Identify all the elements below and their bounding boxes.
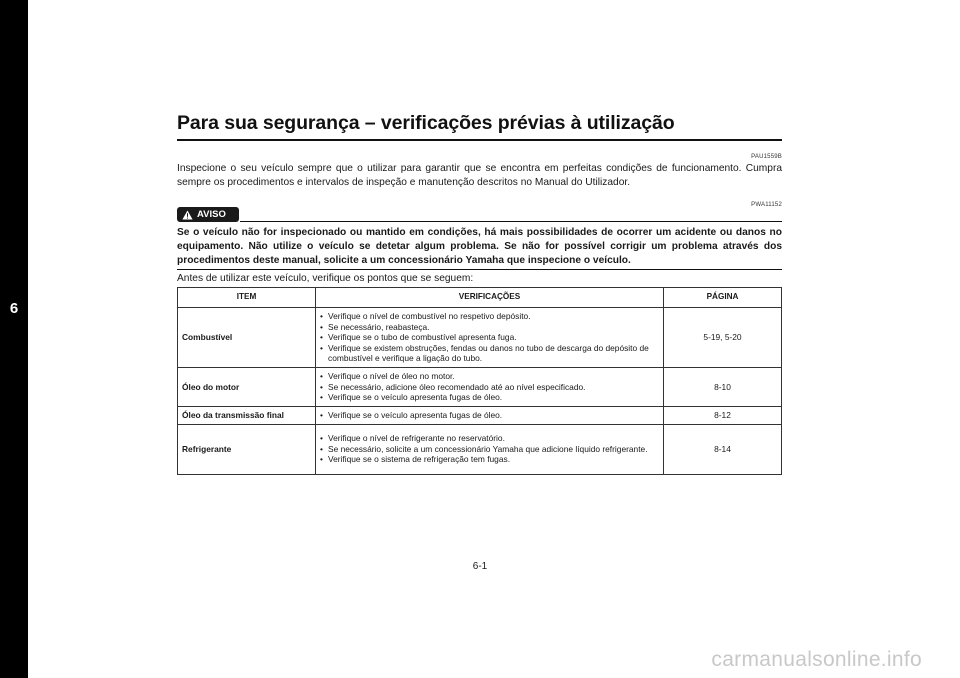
page-number: 6-1 [472,561,488,572]
checklist-lead: Antes de utilizar este veículo, verifique os pontos que se seguem: [177,273,474,284]
check-item: • Verifique se o tubo de combustível apresenta fuga. [320,332,659,343]
row-item: Refrigerante [178,424,316,474]
table-row [178,368,782,407]
warning-triangle-icon [182,210,193,220]
column-header-checks: VERIFICAÇÕES [316,288,664,308]
table-row [178,308,782,368]
check-item: • Verifique o nível de refrigerante no reservatório. [320,433,659,444]
check-item: • Se necessário, adicione óleo recomendado até ao nível especificado. [320,382,659,393]
watermark: carmanualsonline.info [711,648,922,671]
check-item: • Verifique se o veículo apresenta fugas de óleo. [320,410,659,421]
chapter-number: 6 [9,300,19,317]
warning-text: Se o veículo não for inspecionado ou mantido em condições, há mais possibilidades de ocorrer um acidente ou danos no equipamento. Não utilize o veículo se detetar algum problema. Se não for possível corrigir um problema através dos procedimentos deste manual, solicite a um concessionário Yamaha que inspecione o veículo. [177,227,782,266]
check-item: • Verifique se o veículo apresenta fugas de óleo. [320,392,659,403]
row-checks [316,368,664,407]
page-title: Para sua segurança – verificações prévias à utilização [177,112,675,134]
row-item: Óleo do motor [178,368,316,407]
check-item: • Verifique se existem obstruções, fendas ou danos no tubo de descarga do depósito de combustível e verifique a ligação do tubo. [320,343,659,364]
title-divider [177,139,782,141]
row-page: 8-10 [664,368,782,407]
row-item: Combustível [178,308,316,368]
check-item: • Se necessário, solicite a um concessionário Yamaha que adicione líquido refrigerante. [320,444,659,455]
check-item: • Verifique o nível de óleo no motor. [320,371,659,382]
row-page: 8-14 [664,424,782,474]
aviso-divider [240,221,782,222]
warning-divider [177,269,782,270]
pre-operation-check-table [177,287,782,475]
table-row [178,424,782,474]
row-checks [316,424,664,474]
column-header-item: ITEM [178,288,316,308]
check-item: • Se necessário, reabasteça. [320,322,659,333]
intro-paragraph: Inspecione o seu veículo sempre que o utilizar para garantir que se encontra em perfeitas condições de funcionamento. Cumpra sempre os procedimentos e intervalos de inspeção e manutenção descritos no Manual do Utilizador. [177,163,782,188]
row-item: Óleo da transmissão final [178,407,316,425]
row-checks [316,407,664,425]
aviso-label: AVISO [197,209,226,220]
row-checks [316,308,664,368]
warning-code: PWA11152 [751,202,782,208]
check-item: • Verifique o nível de combustível no respetivo depósito. [320,311,659,322]
table-header-row [178,288,782,308]
row-page: 8-12 [664,407,782,425]
aviso-badge [177,207,239,222]
chapter-sidebar [0,0,28,678]
intro-code: PAU1559B [751,154,782,160]
check-item: • Verifique se o sistema de refrigeração tem fugas. [320,454,659,465]
row-page: 5-19, 5-20 [664,308,782,368]
table-row [178,407,782,425]
column-header-page: PÁGINA [664,288,782,308]
